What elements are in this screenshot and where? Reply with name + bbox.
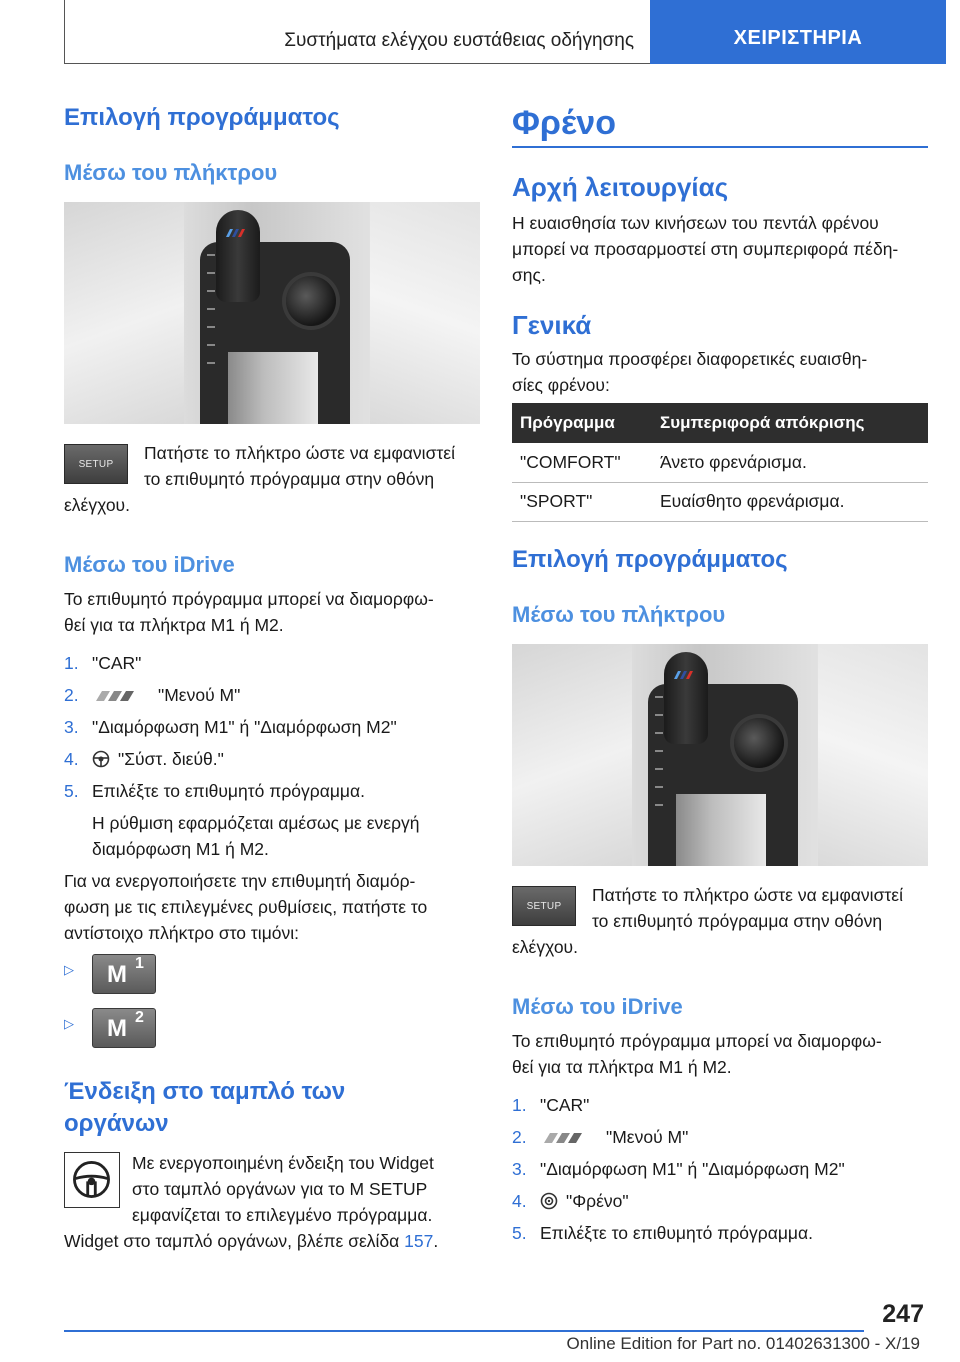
general-text-line1: Το σύστημα προσφέρει διαφορετικές ευαισθη- [512, 349, 868, 369]
heading-via-button: Μέσω του πλήκτρου [64, 160, 278, 185]
setup-text-line1: Πατήστε το πλήκτρο ώστε να εμφανιστεί [592, 885, 903, 905]
setup-text-line3: ελέγχου. [512, 937, 578, 957]
gear-lever-icon [664, 652, 708, 744]
heading-principle: Αρχή λειτουργίας [512, 172, 729, 202]
idrive-controller-icon [286, 276, 336, 326]
heading-cluster-display-line1: Ένδειξη στο ταμπλό των [64, 1078, 346, 1105]
heading-divider [512, 146, 928, 148]
footer-edition: Online Edition for Part no. 01402631300 - X/19 [566, 1334, 920, 1353]
list-item: 4. "Φρένο" [512, 1191, 629, 1211]
m-logo-icon [224, 228, 252, 238]
general-text-line2: σίες φρένου: [512, 375, 610, 395]
header-section-title: Συστήματα ελέγχου ευστάθειας οδήγησης [284, 30, 634, 51]
list-item: 5. Επιλέξτε το επιθυμητό πρόγραμμα. [512, 1223, 813, 1243]
table-row [512, 443, 928, 482]
list-item: 2. "Μενού M" [512, 1127, 689, 1147]
heading-general: Γενικά [512, 310, 592, 340]
activate-text-line3: αντίστοιχο πλήκτρο στο τιμόνι: [64, 923, 300, 943]
idrive-steps-list [512, 1092, 845, 1252]
principle-text-line1: Η ευαισθησία των κινήσεων του πεντάλ φρένου [512, 213, 879, 233]
page-reference-link[interactable]: 157 [404, 1231, 434, 1251]
activate-text-line2: φωση με τις επιλεγμένες ρυθμίσεις, πατήστε το [64, 897, 428, 917]
heading-via-button: Μέσω του πλήκτρου [512, 602, 726, 627]
heading-via-idrive: Μέσω του iDrive [64, 552, 235, 577]
heading-brake: Φρένο [512, 104, 616, 142]
principle-text-line3: σης. [512, 265, 546, 285]
console-image [512, 644, 928, 866]
page-header [64, 0, 960, 64]
m2-button-icon: M 2 [92, 1008, 156, 1048]
step5-note-line2: διαμόρφωση M1 ή M2. [92, 839, 269, 859]
heading-via-idrive: Μέσω του iDrive [512, 994, 683, 1019]
list-item: 4. "Σύστ. διεύθ." [64, 749, 224, 769]
header-chapter-tab: ΧΕΙΡΙΣΤΗΡΙΑ [650, 0, 946, 64]
principle-text-line2: μπορεί να προσαρμοστεί στη συμπεριφορά πέδη- [512, 239, 899, 259]
setup-text-line3: ελέγχου. [64, 495, 130, 515]
m-menu-icon [540, 1132, 596, 1144]
setup-button-icon: SETUP [64, 444, 128, 484]
heading-program-selection: Επιλογή προγράμματος [64, 104, 340, 131]
steering-system-icon [92, 750, 110, 768]
table-cell: "COMFORT" [512, 443, 652, 482]
steering-wheel-icon [64, 1152, 120, 1208]
heading-cluster-display-line2: οργάνων [64, 1110, 169, 1137]
list-item: 5. Επιλέξτε το επιθυμητό πρόγραμμα. [64, 781, 365, 801]
table-header-cell: Συμπεριφορά απόκρισης [652, 403, 928, 443]
table-header-cell: Πρόγραμμα [512, 403, 652, 443]
list-item: 2. "Μενού M" [64, 685, 241, 705]
brake-program-table [512, 403, 928, 522]
footer-divider [64, 1330, 864, 1332]
step5-note-line1: Η ρύθμιση εφαρμόζεται αμέσως με ενεργή [92, 813, 420, 833]
idrive-text-line2: θεί για τα πλήκτρα M1 ή M2. [512, 1057, 732, 1077]
page-number: 247 [882, 1300, 924, 1328]
setup-button-icon: SETUP [512, 886, 576, 926]
m-menu-icon [92, 690, 148, 702]
m-logo-icon [672, 670, 700, 680]
cluster-text-line2: στο ταμπλό οργάνων για το M SETUP [132, 1179, 428, 1199]
setup-text-line1: Πατήστε το πλήκτρο ώστε να εμφανιστεί [144, 443, 455, 463]
gear-lever-icon [216, 210, 260, 302]
list-item: 3. "Διαμόρφωση M1" ή "Διαμόρφωση M2" [64, 717, 397, 737]
setup-text-line2: το επιθυμητό πρόγραμμα στην οθόνη [592, 911, 883, 931]
idrive-text-line1: Το επιθυμητό πρόγραμμα μπορεί να διαμορφω- [512, 1031, 882, 1051]
setup-text-line2: το επιθυμητό πρόγραμμα στην οθόνη [144, 469, 435, 489]
table-cell: "SPORT" [512, 482, 652, 521]
cluster-text-line1: Με ενεργοποιημένη ένδειξη του Widget [132, 1153, 434, 1173]
table-row [512, 482, 928, 521]
activate-text-line1: Για να ενεργοποιήσετε την επιθυμητή διαμόρ- [64, 871, 416, 891]
table-cell: Άνετο φρενάρισμα. [652, 443, 928, 482]
table-cell: Ευαίσθητο φρενάρισμα. [652, 482, 928, 521]
m1-button-icon: M 1 [92, 954, 156, 994]
cluster-text-line4: Widget στο ταμπλό οργάνων, βλέπε σελίδα 157. [64, 1231, 439, 1251]
cluster-text-line3: εμφανίζεται το επιλεγμένο πρόγραμμα. [132, 1205, 433, 1225]
bullet-arrow: ▷ [64, 1016, 74, 1031]
brake-icon [540, 1192, 558, 1210]
list-item: 1. "CAR" [64, 653, 142, 673]
bullet-arrow: ▷ [64, 962, 74, 977]
console-image [64, 202, 480, 424]
idrive-steps-list [64, 650, 397, 810]
heading-program-selection: Επιλογή προγράμματος [512, 546, 788, 573]
idrive-controller-icon [734, 718, 784, 768]
table-header-row [512, 403, 928, 443]
idrive-text-line2: θεί για τα πλήκτρα M1 ή M2. [64, 615, 284, 635]
list-item: 1. "CAR" [512, 1095, 590, 1115]
list-item: 3. "Διαμόρφωση M1" ή "Διαμόρφωση M2" [512, 1159, 845, 1179]
idrive-text-line1: Το επιθυμητό πρόγραμμα μπορεί να διαμορφω- [64, 589, 434, 609]
